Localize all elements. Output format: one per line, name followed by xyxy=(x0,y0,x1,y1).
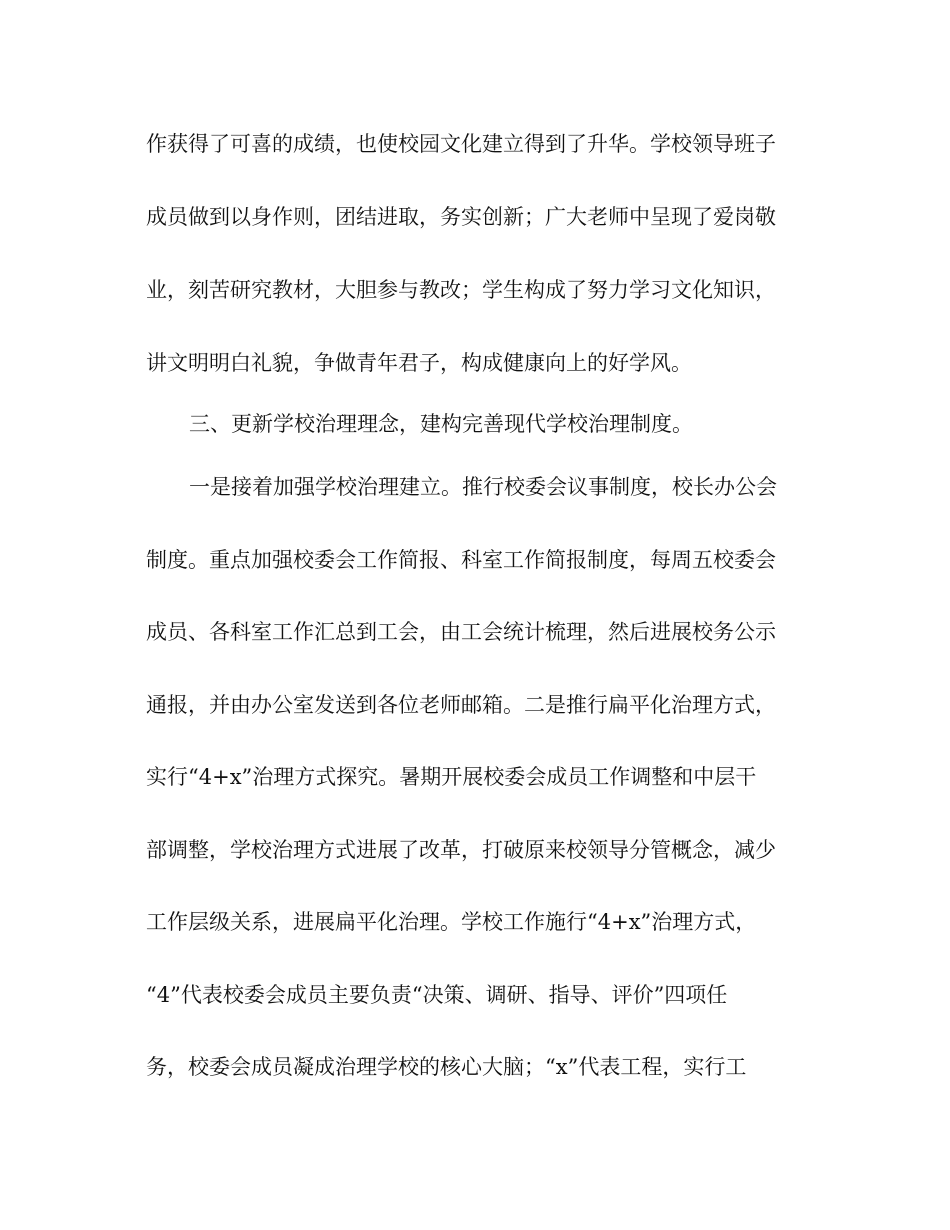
text-line: 成员做到以身作则，团结进取，务实创新；广大老师中呈现了爱岗敬 xyxy=(146,205,776,229)
section-heading: 三、更新学校治理理念，建构完善现代学校治理制度。 xyxy=(189,412,693,436)
text-line: 成员、各科室工作汇总到工会，由工会统计梳理，然后进展校务公示 xyxy=(146,620,776,644)
text-line: 作获得了可喜的成绩，也使校园文化建立得到了升华。学校领导班子 xyxy=(146,132,776,156)
text-line: 实行“4+x”治理方式探究。暑期开展校委会成员工作调整和中层干 xyxy=(146,765,757,789)
text-line: 制度。重点加强校委会工作简报、科室工作简报制度，每周五校委会 xyxy=(146,548,776,572)
text-line: 一是接着加强学校治理建立。推行校委会议事制度，校长办公会 xyxy=(189,475,777,499)
text-line: 部调整，学校治理方式进展了改革，打破原来校领导分管概念，减少 xyxy=(146,838,776,862)
text-line: 讲文明明白礼貌，争做青年君子，构成健康向上的好学风。 xyxy=(146,351,692,375)
text-line: 工作层级关系，进展扁平化治理。学校工作施行“4+x”治理方式， xyxy=(146,910,757,934)
text-line: 务，校委会成员凝成治理学校的核心大脑；“x”代表工程，实行工 xyxy=(146,1055,747,1079)
text-line: 通报，并由办公室发送到各位老师邮箱。二是推行扁平化治理方式， xyxy=(146,693,776,717)
text-line: “4”代表校委会成员主要负责“决策、调研、指导、评价”四项任 xyxy=(146,983,728,1007)
text-line: 业，刻苦研究教材，大胆参与教改；学生构成了努力学习文化知识， xyxy=(146,278,776,302)
